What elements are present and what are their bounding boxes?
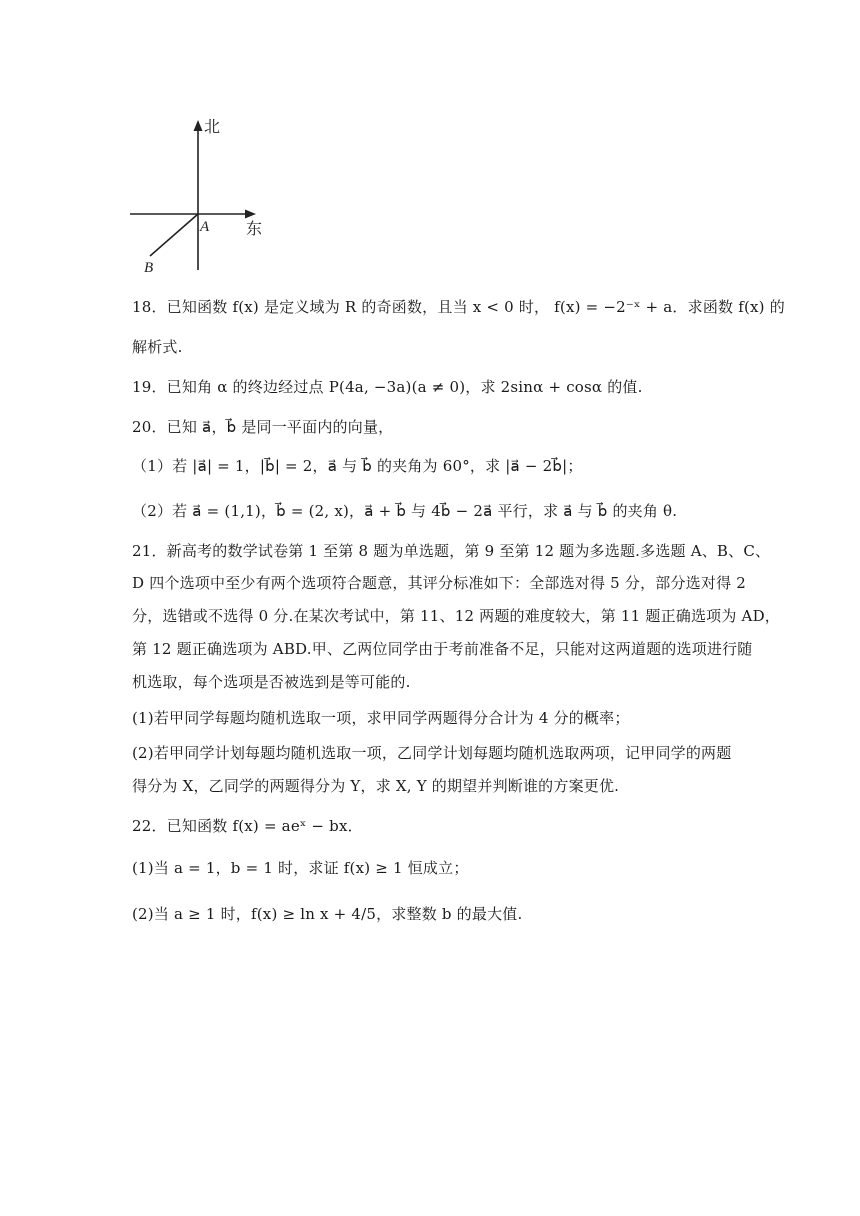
point-b-label: B bbox=[144, 260, 154, 276]
question-21-line-1: 21．新高考的数学试卷第 1 至第 8 题为单选题，第 9 至第 12 题为多选题.多选题 A、B、C、 bbox=[132, 542, 771, 560]
north-label: 北 bbox=[204, 117, 221, 136]
segment-ab bbox=[150, 214, 198, 256]
question-22-stem: 22．已知函数 f(x) = aeˣ − bx． bbox=[132, 817, 363, 835]
question-21-part-1: (1)若甲同学每题均随机选取一项，求甲同学两题得分合计为 4 分的概率； bbox=[132, 709, 630, 727]
question-20-stem: 20．已知 a⃗，b⃗ 是同一平面内的向量， bbox=[132, 418, 394, 436]
east-label: 东 bbox=[246, 219, 263, 238]
question-22-part-2: (2)当 a ≥ 1 时，f(x) ≥ ln x + 4/5，求整数 b 的最大值. bbox=[132, 905, 523, 923]
question-21-line-2: D 四个选项中至少有两个选项符合题意，其评分标准如下：全部选对得 5 分，部分选对得 2 bbox=[132, 574, 746, 592]
point-a-label: A bbox=[200, 219, 210, 235]
question-22-part-1: (1)当 a = 1，b = 1 时，求证 f(x) ≥ 1 恒成立； bbox=[132, 859, 469, 877]
north-arrow-icon bbox=[194, 120, 203, 131]
question-21-line-4: 第 12 题正确选项为 ABD.甲、乙两位同学由于考前准备不足，只能对这两道题的选项进行随 bbox=[132, 640, 753, 658]
question-18-line-1: 18．已知函数 f(x) 是定义域为 R 的奇函数，且当 x < 0 时， f(x) = −2⁻ˣ + a．求函数 f(x) 的 bbox=[132, 298, 785, 316]
question-20-part-2: （2）若 a⃗ = (1,1)，b⃗ = (2, x)，a⃗ + b⃗ 与 4b⃗ − 2a⃗ 平行，求 a⃗ 与 b⃗ 的夹角 θ. bbox=[132, 502, 678, 520]
question-21-line-5: 机选取，每个选项是否被选到是等可能的. bbox=[132, 673, 411, 691]
east-arrow-icon bbox=[245, 210, 256, 219]
question-21-part-2-line-1: (2)若甲同学计划每题均随机选取一项，乙同学计划每题均随机选取两项，记甲同学的两题 bbox=[132, 744, 732, 762]
question-19: 19．已知角 α 的终边经过点 P(4a, −3a)(a ≠ 0)，求 2sinα + cosα 的值. bbox=[132, 378, 643, 396]
question-18-line-2: 解析式. bbox=[132, 338, 183, 356]
question-21-part-2-line-2: 得分为 X，乙同学的两题得分为 Y，求 X, Y 的期望并判断谁的方案更优. bbox=[132, 777, 620, 795]
direction-diagram bbox=[120, 108, 280, 280]
question-20-part-1: （1）若 |a⃗| = 1，|b⃗| = 2，a⃗ 与 b⃗ 的夹角为 60°，求 |a⃗ − 2b⃗|； bbox=[132, 457, 583, 475]
question-21-line-3: 分，选错或不选得 0 分.在某次考试中，第 11、12 两题的难度较大，第 11 题正确选项为 AD， bbox=[132, 607, 781, 625]
